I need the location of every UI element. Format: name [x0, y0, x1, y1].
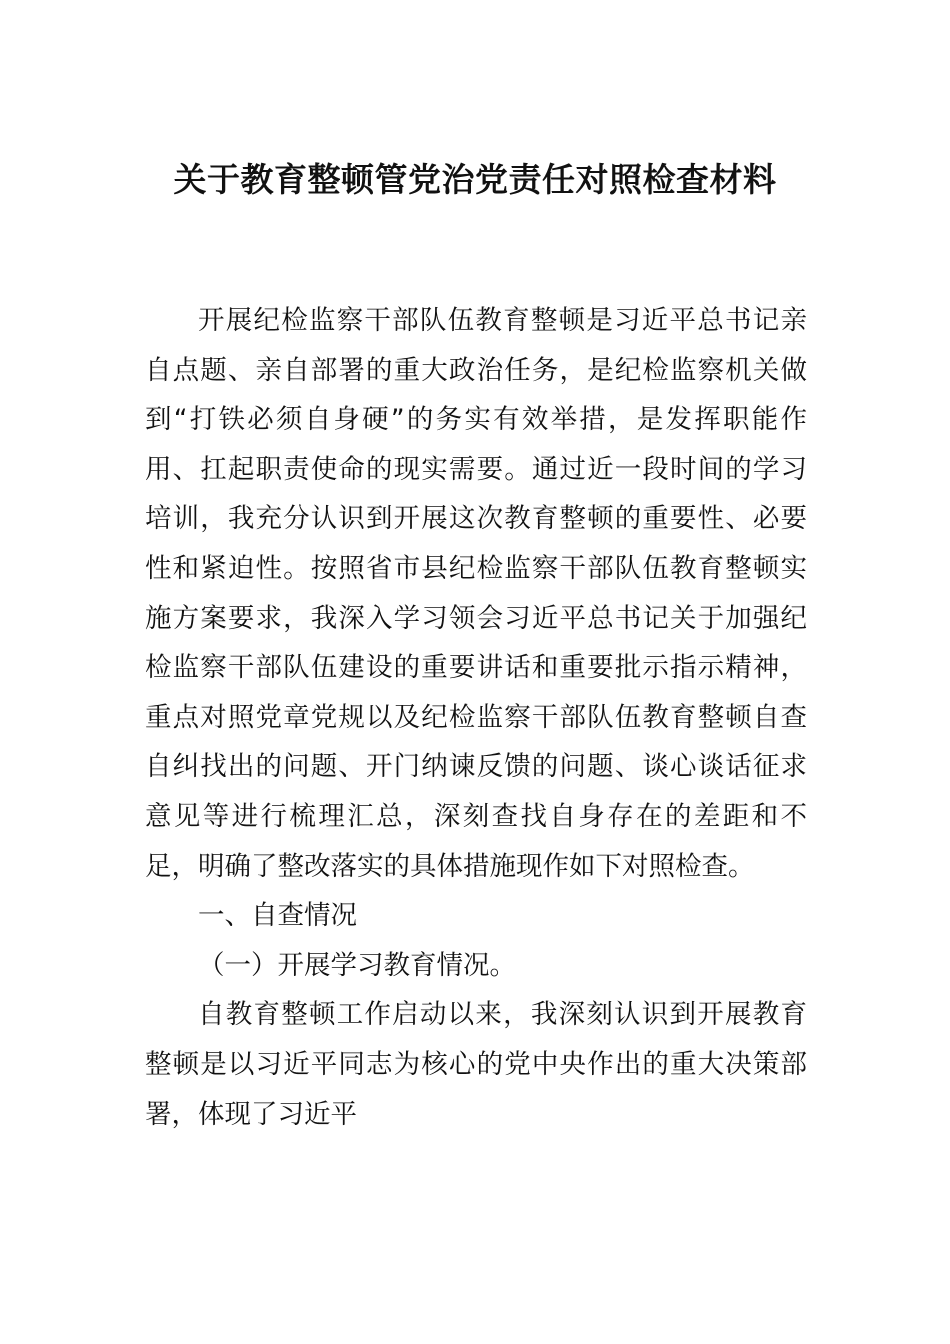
intro-paragraph: 开展纪检监察干部队伍教育整顿是习近平总书记亲自点题、亲自部署的重大政治任务，是纪检监察机关做到“打铁必须自身硬”的务实有效举措，是发挥职能作用、扛起职责使命的现实需要。通过近一段时间的学习培训，我充分认识到开展这次教育整顿的重要性、必要性和紧迫性。按照省市县纪检监察干部队伍教育整顿实施方案要求，我深入学习领会习近平总书记关于加强纪检监察干部队伍建设的重要讲话和重要批示指示精神，重点对照党章党规以及纪检监察干部队伍教育整顿自查自纠找出的问题、开门纳谏反馈的问题、谈心谈话征求意见等进行梳理汇总，深刻查找自身存在的差距和不足，明确了整改落实的具体措施现作如下对照检查。: [145, 305, 807, 882]
section-heading-self-check: 一、自查情况: [198, 900, 357, 932]
document-body: [145, 296, 807, 1139]
study-paragraph: 自教育整顿工作启动以来，我深刻认识到开展教育整顿是以习近平同志为核心的党中央作出的重大决策部署，体现了习近平: [145, 999, 807, 1130]
subsection-heading-study: （一）开展学习教育情况。: [198, 949, 516, 981]
document-title: 关于教育整顿管党治党责任对照检查材料: [173, 160, 777, 199]
